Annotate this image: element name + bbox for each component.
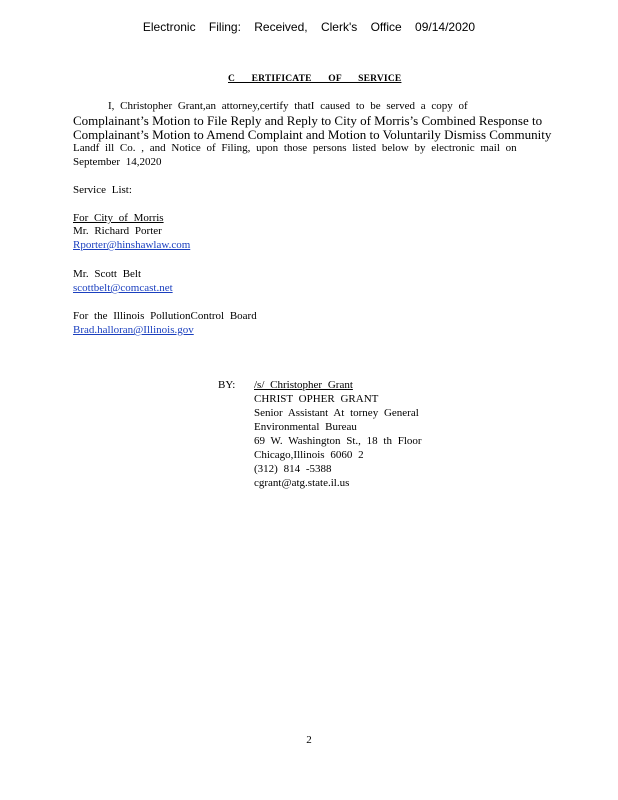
signer-email: cgrant@atg.state.il.us: [254, 477, 350, 489]
electronic-signature: /s/ Christopher Grant: [254, 379, 353, 391]
recipient-email-link-halloran[interactable]: Brad.halloran@Illinois.gov: [73, 324, 194, 336]
recipient-email-link-porter[interactable]: Rporter@hinshawlaw.com: [73, 239, 191, 251]
certification-line-5: September 14,2020: [73, 156, 162, 168]
signer-bureau: Environmental Bureau: [254, 421, 357, 433]
certification-line-4: Landf ill Co. , and Notice of Filing, upon those persons listed below by electronic mail on: [73, 142, 517, 154]
signature-by-label: BY:: [218, 379, 236, 391]
certification-line-1: I, Christopher Grant,an attorney,certify thatI caused to be served a copy of: [108, 100, 468, 112]
recipient-name-porter: Mr. Richard Porter: [73, 225, 162, 237]
recipient-email-link-belt[interactable]: scottbelt@comcast.net: [73, 282, 173, 294]
certification-line-2: Complainant’s Motion to File Reply and Reply to City of Morris’s Combined Response to: [73, 113, 543, 128]
signer-city: Chicago,Illinois 6060 2: [254, 449, 364, 461]
filing-stamp-header: Electronic Filing: Received, Clerk's Office 09/14/2020: [142, 20, 476, 34]
signer-phone: (312) 814 -5388: [254, 463, 332, 475]
service-list-heading: Service List:: [73, 184, 132, 196]
signer-address: 69 W. Washington St., 18 th Floor: [254, 435, 422, 447]
signer-title: Senior Assistant At torney General: [254, 407, 419, 419]
document-title: C ERTIFICATE OF SERVICE: [228, 74, 402, 84]
recipient-name-pollution-control-board: For the Illinois PollutionControl Board: [73, 310, 257, 322]
recipient-group-city-of-morris: For City of Morris: [73, 212, 164, 224]
signer-name: CHRIST OPHER GRANT: [254, 393, 379, 405]
page-number: 2: [306, 734, 312, 746]
recipient-name-belt: Mr. Scott Belt: [73, 268, 142, 280]
certification-line-3: Complainant’s Motion to Amend Complaint and Motion to Voluntarily Dismiss Community: [73, 127, 552, 142]
